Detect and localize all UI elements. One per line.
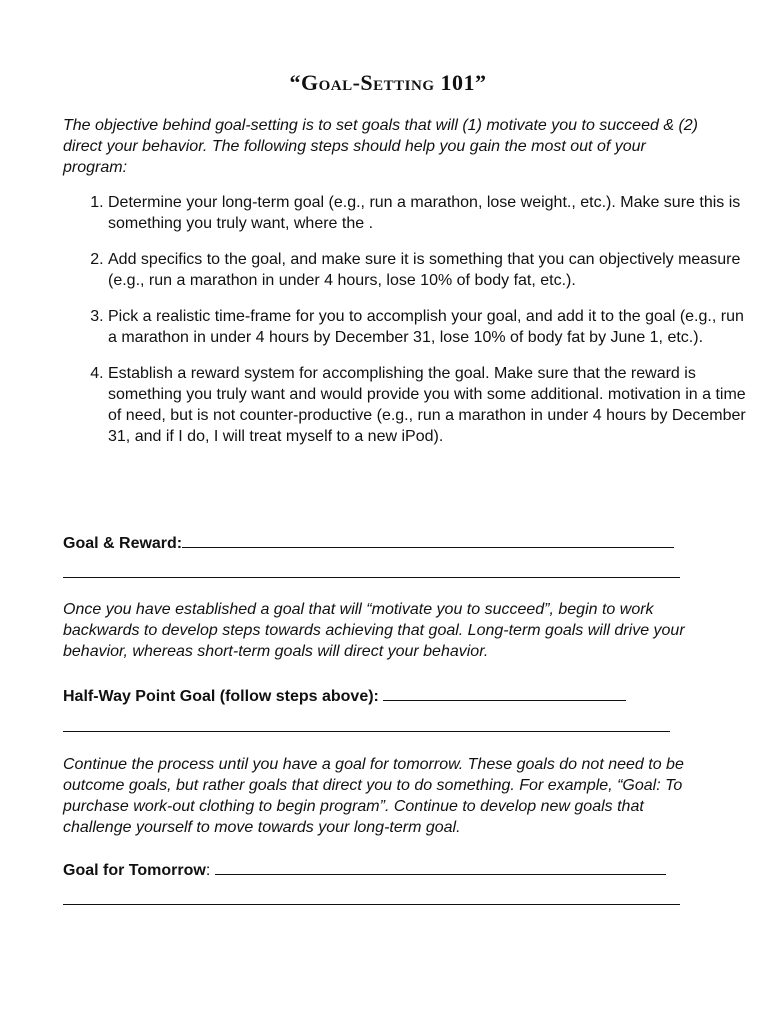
goal-reward-input-line[interactable]	[182, 531, 674, 548]
goal-reward-label: Goal & Reward:	[63, 535, 183, 552]
halfway-goal-second-line[interactable]	[63, 731, 670, 732]
list-item: 4. Establish a reward system for accomplishing the goal. Make sure that the reward is something you truly want and would provide you with some additional. motivation in a time of need, but is not counter-productive (e.g., run a marathon in under 4 hours by December 31, and if I do, I will treat myself to a new iPod).	[108, 363, 748, 447]
tomorrow-goal-second-line[interactable]	[63, 904, 680, 905]
tomorrow-goal-colon: :	[205, 862, 211, 879]
tomorrow-goal-label: Goal for Tomorrow	[63, 862, 206, 879]
list-item: 1. Determine your long-term goal (e.g., run a marathon, lose weight., etc.). Make sure this is something you truly want, where the .	[108, 192, 748, 234]
steps-list	[63, 192, 748, 462]
goal-reward-field	[63, 531, 674, 554]
tomorrow-goal-field	[63, 858, 666, 881]
halfway-goal-field	[63, 684, 626, 707]
list-item: 2. Add specifics to the goal, and make sure it is something that you can objectively measure (e.g., run a marathon in under 4 hours, lose 10% of body fat, etc.).	[108, 249, 748, 291]
page-title: “Goal-Setting 101”	[289, 70, 487, 95]
backwards-paragraph: Once you have established a goal that will “motivate you to succeed”, begin to work backwards to develop steps towards achieving that goal. Long-term goals will drive your behavior, whereas short-term goals will direct your behavior.	[63, 601, 685, 660]
halfway-goal-label: Half-Way Point Goal (follow steps above):	[63, 688, 379, 705]
tomorrow-goal-input-line[interactable]	[215, 858, 666, 875]
list-item: 3. Pick a realistic time-frame for you to accomplish your goal, and add it to the goal (e.g., run a marathon in under 4 hours by December 31, lose 10% of body fat by June 1, etc.).	[108, 306, 748, 348]
intro-paragraph: The objective behind goal-setting is to set goals that will (1) motivate you to succeed & (2) direct your behavior. The following steps should help you gain the most out of your program:	[63, 117, 698, 176]
goal-reward-second-line[interactable]	[63, 577, 680, 578]
continue-paragraph: Continue the process until you have a goal for tomorrow. These goals do not need to be outcome goals, but rather goals that direct you to do something. For example, “Goal: To purchase work-out clothing to begin program”. Continue to develop new goals that challenge yourself to move towards your long-term goal.	[63, 756, 684, 836]
halfway-goal-input-line[interactable]	[383, 684, 626, 701]
